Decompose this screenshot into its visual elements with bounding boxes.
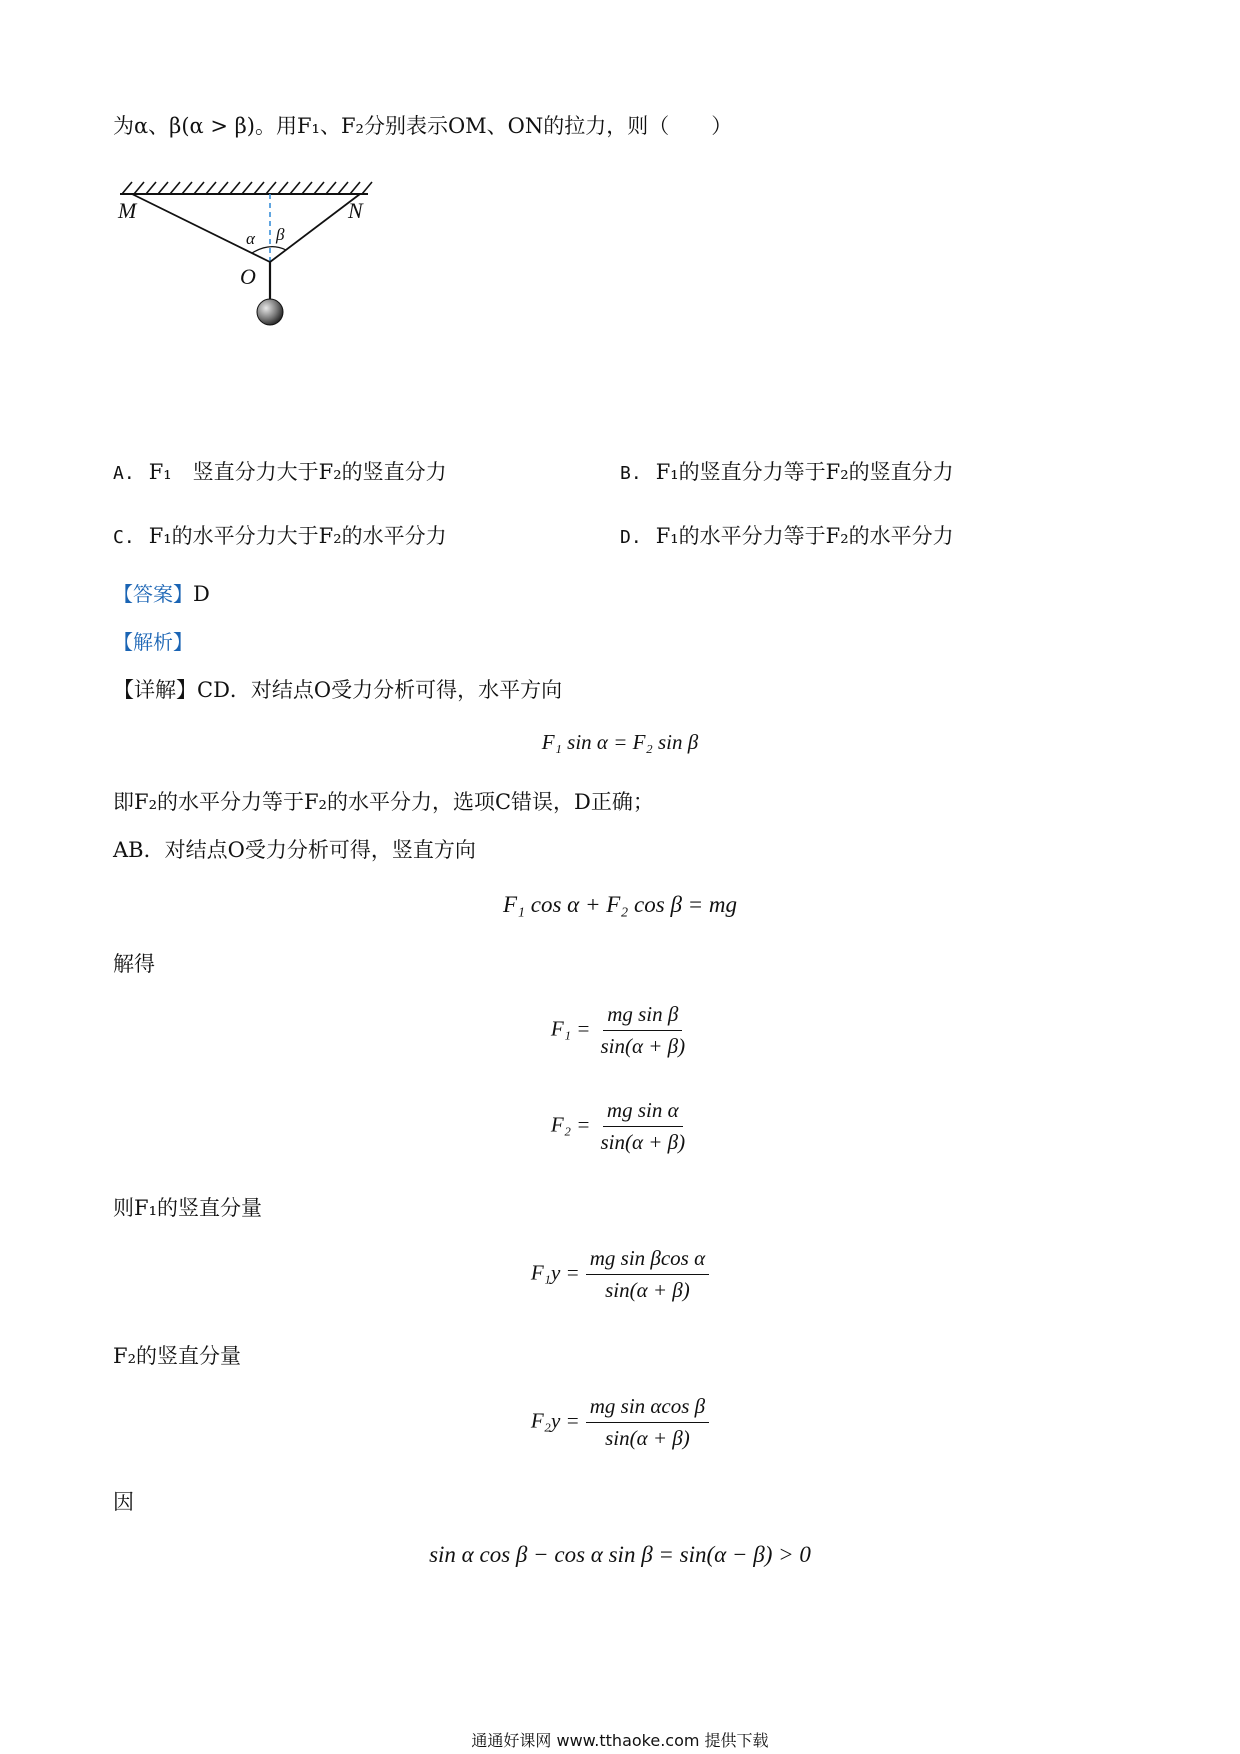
- detail-line5: F₂的竖直分量: [113, 1344, 241, 1368]
- equation-7: sin α cos β − cos α sin β = sin(α − β) > 0: [429, 1542, 811, 1567]
- answer-value: D: [193, 582, 210, 606]
- detail-line1: [113, 676, 562, 704]
- equation-5-den: sin(α + β): [605, 1278, 690, 1302]
- equation-5: [0, 1246, 1240, 1303]
- ceiling-hatch: [122, 182, 372, 194]
- equation-4-fraction: [596, 1098, 689, 1155]
- label-n: N: [348, 198, 363, 223]
- because-line: 因: [113, 1490, 134, 1514]
- option-a: [113, 458, 447, 488]
- answer-line: [113, 580, 210, 608]
- option-a-letter: A.: [113, 463, 135, 484]
- equation-2: F₁ cos α + F₂ cos β = mg: [502, 892, 738, 917]
- equation-6-num: mg sin αcos β: [586, 1394, 709, 1423]
- equation-3: [0, 1002, 1240, 1059]
- ball: [257, 299, 283, 325]
- equation-5-fraction: [586, 1246, 709, 1303]
- detail-line1-text: CD．对结点O受力分析可得，水平方向: [197, 678, 563, 702]
- option-c-letter: C.: [113, 527, 135, 548]
- option-c: [113, 522, 447, 552]
- equation-5-lhs: F₁y =: [530, 1260, 580, 1285]
- pendulum-figure: [110, 172, 380, 372]
- option-a-text: F₁ 竖直分力大于F₂的竖直分力: [148, 460, 447, 484]
- string-om: [132, 194, 270, 262]
- detail-line4: 则F₁的竖直分量: [113, 1196, 262, 1220]
- equation-4-den: sin(α + β): [600, 1130, 686, 1154]
- option-b: [620, 458, 954, 488]
- label-beta: β: [276, 225, 285, 244]
- angle-arc: [252, 247, 286, 253]
- equation-6-fraction: [586, 1394, 709, 1451]
- equation-3-fraction: [596, 1002, 689, 1059]
- analysis-line: [113, 628, 193, 656]
- equation-6-den: sin(α + β): [605, 1426, 690, 1450]
- answer-tag: 【答案】: [113, 582, 193, 606]
- equation-3-num: mg sin β: [603, 1002, 682, 1031]
- option-c-text: F₁的水平分力大于F₂的水平分力: [148, 524, 447, 548]
- equation-6: [0, 1394, 1240, 1451]
- option-d-text: F₁的水平分力等于F₂的水平分力: [655, 524, 954, 548]
- equation-3-den: sin(α + β): [600, 1034, 686, 1058]
- detail-tag: 【详解】: [113, 678, 197, 702]
- equation-1: F₁ sin α = F₂ sin β: [541, 730, 699, 754]
- equation-3-lhs: F₁ =: [550, 1016, 591, 1041]
- analysis-tag: 【解析】: [113, 630, 193, 654]
- solve-line: 解得: [113, 952, 155, 976]
- equation-4-num: mg sin α: [603, 1098, 683, 1127]
- question-line: 为α、β(α > β)。用F₁、F₂分别表示OM、ON的拉力，则（ ）: [113, 114, 733, 138]
- equation-4: [0, 1098, 1240, 1155]
- detail-line2: 即F₂的水平分力等于F₂的水平分力，选项C错误，D正确；: [113, 790, 654, 814]
- detail-line3: AB．对结点O受力分析可得，竖直方向: [113, 838, 476, 862]
- label-alpha: α: [246, 229, 255, 248]
- option-b-text: F₁的竖直分力等于F₂的竖直分力: [655, 460, 954, 484]
- label-m: M: [118, 198, 137, 223]
- label-o: O: [240, 264, 256, 289]
- equation-6-lhs: F₂y =: [530, 1408, 580, 1433]
- equation-5-num: mg sin βcos α: [586, 1246, 709, 1275]
- option-d-letter: D.: [620, 527, 642, 548]
- page-footer: 通通好课网 www.tthaoke.com 提供下载: [471, 1731, 769, 1750]
- equation-4-lhs: F₂ =: [550, 1112, 591, 1137]
- option-d: [620, 522, 954, 552]
- option-b-letter: B.: [620, 463, 642, 484]
